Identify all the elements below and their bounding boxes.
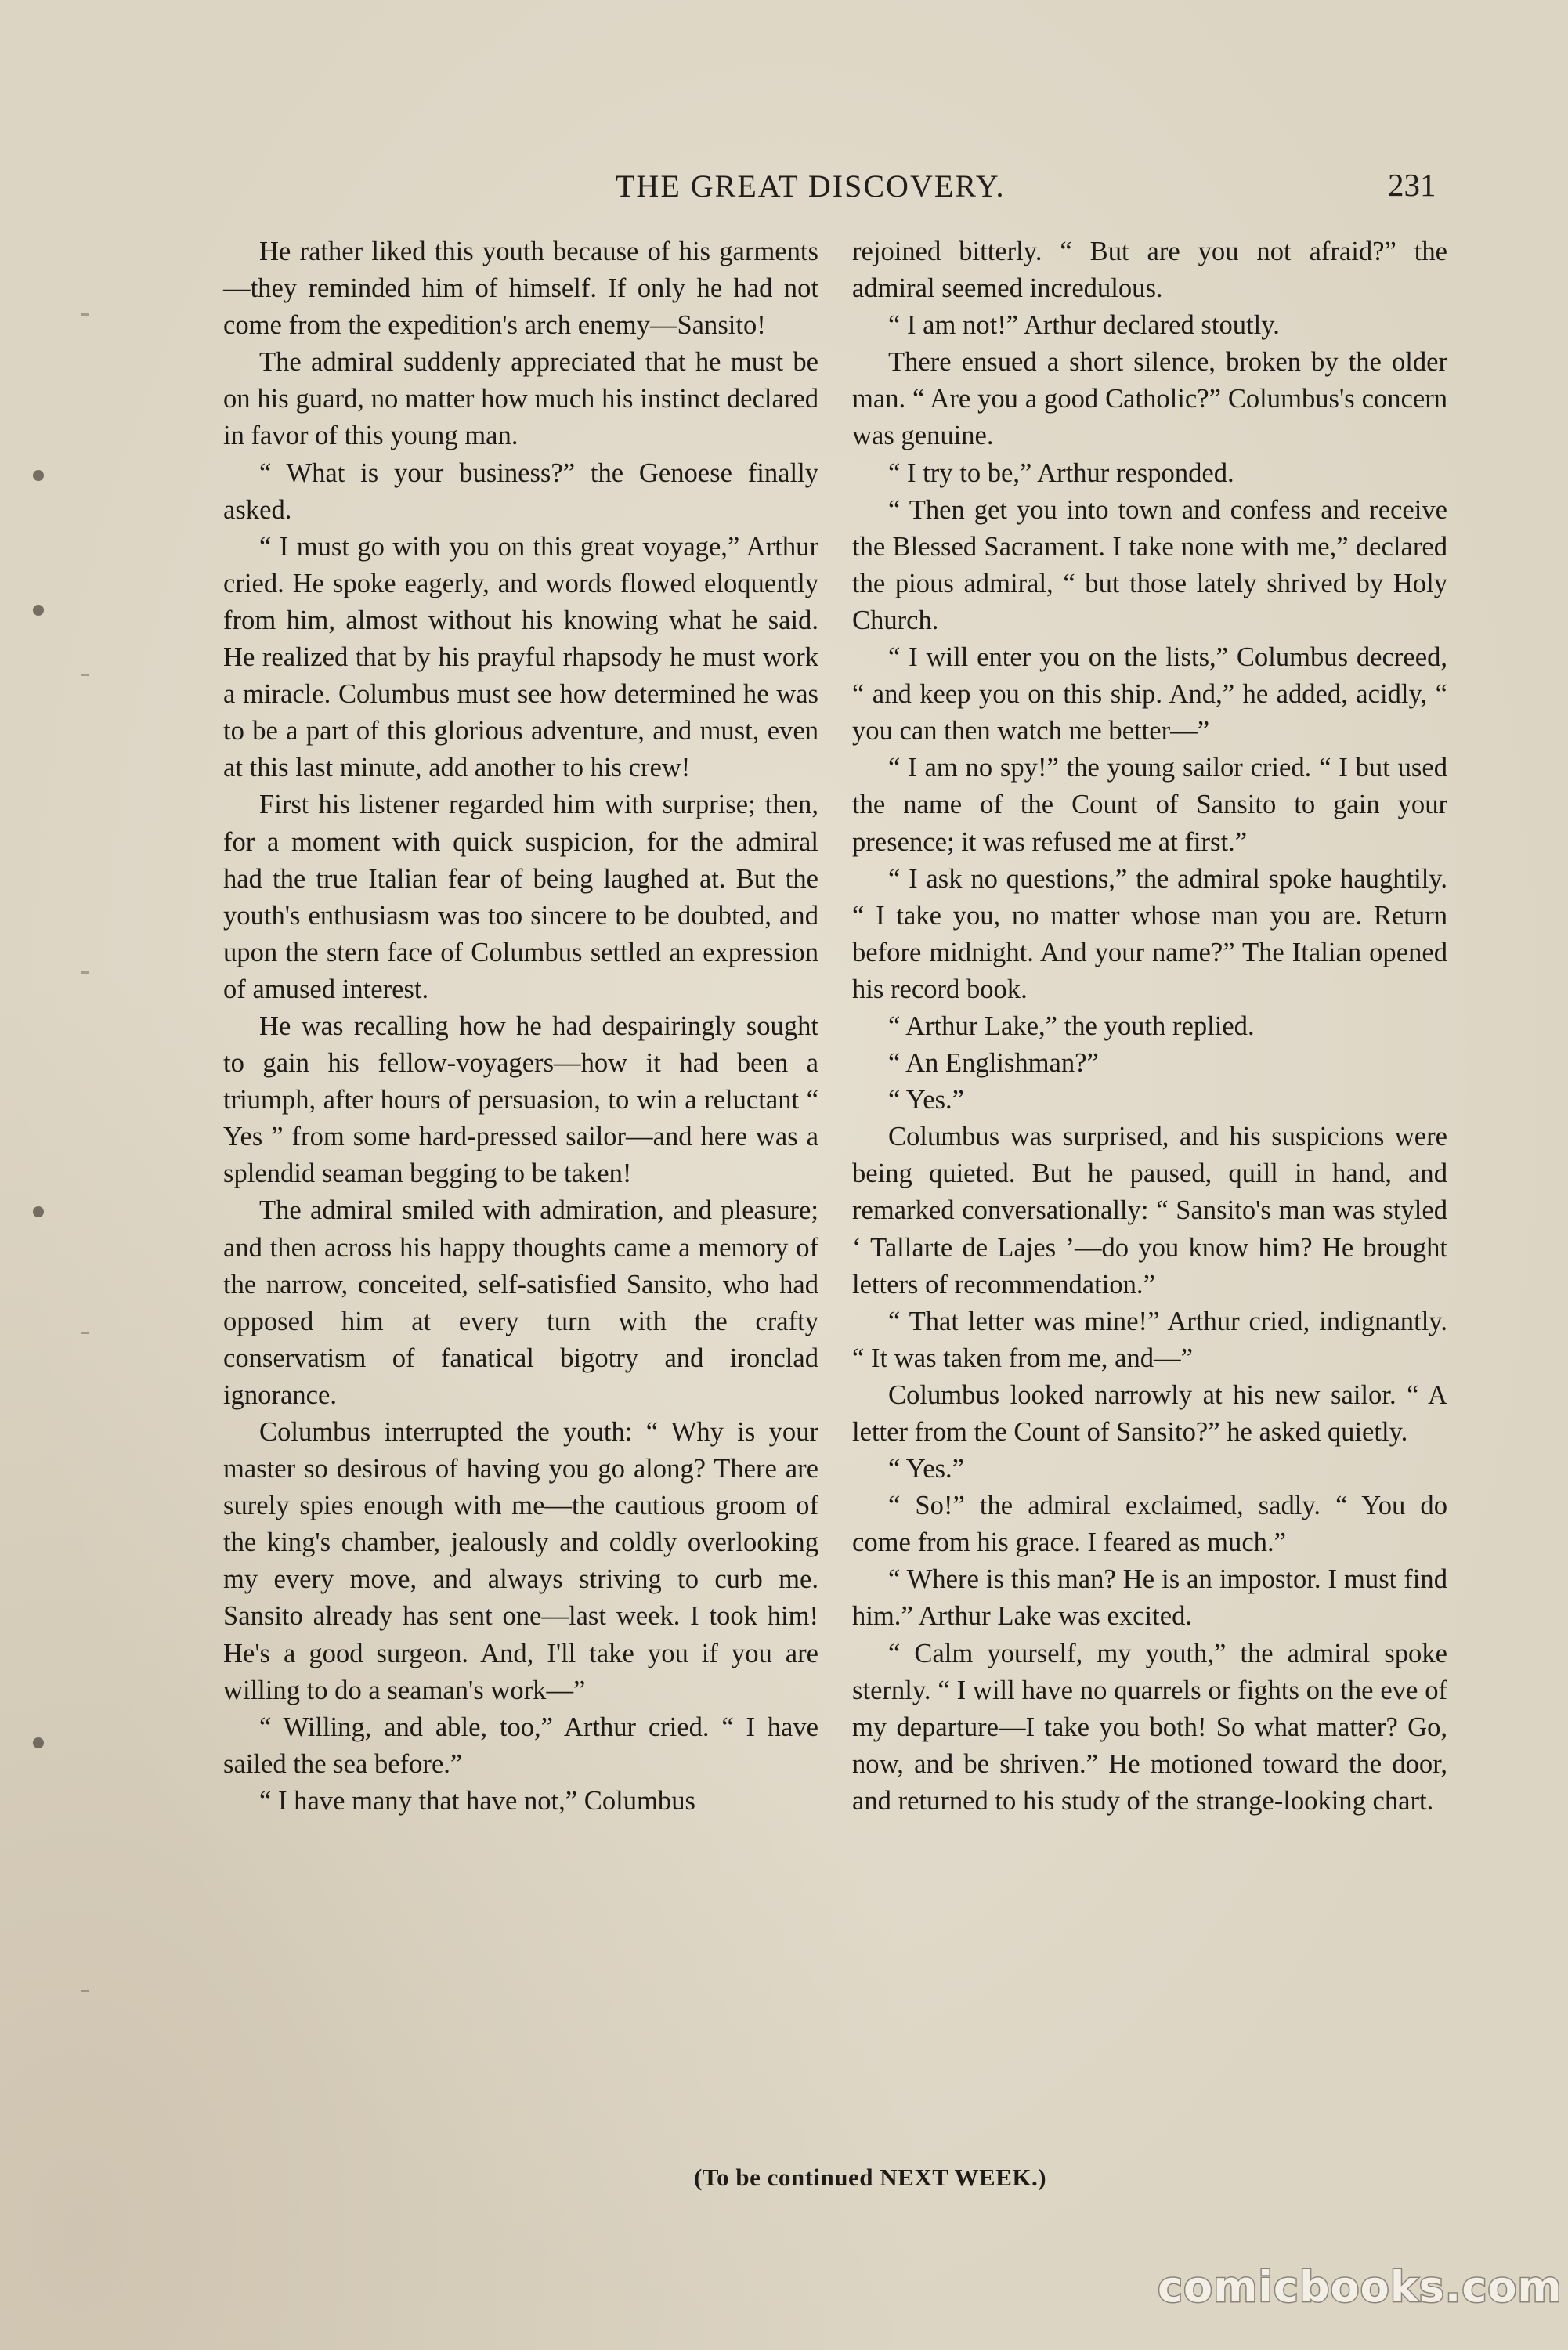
paragraph: “ I have many that have not,” Columbus — [259, 1785, 695, 1816]
paragraph: The admiral suddenly appreciated that he must be on his guard, no matter how much his instinct declared in favor of this young man. — [223, 347, 818, 451]
margin-tick — [81, 1332, 89, 1334]
running-title: THE GREAT DISCOVERY. — [616, 168, 1006, 204]
paragraph: The admiral smiled with admiration, and pleasure; and then across his happy thoughts came a memory of the narrow, conceited, self-satisfied Sansito, who had opposed him at every turn with the crafty conservatism of fanatical bigotry and ironclad ignorance. — [223, 1195, 818, 1410]
paragraph: “ Yes.” — [888, 1085, 965, 1115]
paragraph: “ So!” the admiral exclaimed, sadly. “ You do come from his grace. I feared as much.” — [852, 1491, 1447, 1558]
paragraph: Columbus looked narrowly at his new sailor. “ A letter from the Count of Sansito?” he asked quietly. — [852, 1379, 1447, 1447]
paragraph: “ Yes.” — [888, 1454, 965, 1484]
paragraph: “ I ask no questions,” the admiral spoke haughtily. “ I take you, no matter whose man you are. Return before midnight. And your name?” The Italian opened his record book. — [852, 863, 1447, 1004]
margin-speck — [33, 1737, 44, 1748]
continued-text: (To be continued NEXT WEEK.) — [693, 2164, 1047, 2191]
paragraph: “ Calm yourself, my youth,” the admiral spoke sternly. “ I will have no quarrels or fights on the eve of my departure—I take you both! So what matter? Go, now, and be shriven.” He motioned toward the door, and returned to his study of the strange-looking chart. — [852, 1638, 1447, 1816]
margin-tick — [81, 971, 89, 974]
margin-speck — [33, 1206, 44, 1217]
margin-tick — [81, 674, 89, 676]
paragraph: “ Then get you into town and confess and receive the Blessed Sacrament. I take none with me,” declared the pious admiral, “ but those lately shrived by Holy Church. — [852, 494, 1447, 635]
paragraph: Columbus was surprised, and his suspicions were being quieted. But he paused, quill in hand, and remarked conversationally: “ Sansito's man was styled ‘ Tallarte de Lajes ’—do you know him? He brought letters of recommendation.” — [852, 1122, 1447, 1300]
paragraph: “ Willing, and able, too,” Arthur cried. “ I have sailed the sea before.” — [223, 1712, 818, 1779]
page-number: 231 — [1388, 167, 1436, 203]
paragraph: “ I will enter you on the lists,” Columbus decreed, “ and keep you on this ship. And,” he added, acidly, “ you can then watch me better—” — [852, 642, 1447, 747]
paragraph: “ I am not!” Arthur declared stoutly. — [888, 310, 1280, 341]
paragraph: “ That letter was mine!” Arthur cried, indignantly. “ It was taken from me, and—” — [852, 1306, 1447, 1373]
paragraph: “ Where is this man? He is an impostor. I must find him.” Arthur Lake was excited. — [852, 1564, 1447, 1632]
margin-speck — [33, 470, 44, 481]
paragraph: “ I try to be,” Arthur responded. — [888, 457, 1234, 488]
margin-tick — [81, 313, 89, 316]
paragraph: Columbus interrupted the youth: “ Why is your master so desirous of having you go along? There are surely spies enough with me—the cautious groom of the king's chamber, jealously and coldly overlooking my every move, and always striving to curb me. Sansito already has sent one—last week. I took him! He's a good surgeon. And, I'll take you if you are willing to do a seaman's work—” — [223, 1417, 818, 1705]
paragraph: “ An Englishman?” — [888, 1048, 1099, 1079]
right-text-column — [852, 233, 1447, 1820]
paragraph: He was recalling how he had despairingly sought to gain his fellow-voyagers—how it had been a triumph, after hours of persuasion, to win a reluctant “ Yes ” from some hard-pressed sailor—and here was a splendid seaman begging to be taken! — [223, 1010, 818, 1189]
paragraph: rejoined bitterly. “ But are you not afraid?” the admiral seemed incredulous. — [852, 237, 1447, 304]
paragraph: “ Arthur Lake,” the youth replied. — [888, 1010, 1255, 1041]
paragraph: First his listener regarded him with surprise; then, for a moment with quick suspicion, for the admiral had the true Italian fear of being laughed at. But the youth's enthusiasm was too sincere to be doubted, and upon the stern face of Columbus settled an expression of amused interest. — [223, 790, 818, 1004]
paragraph: “ What is your business?” the Genoese finally asked. — [223, 457, 818, 525]
margin-tick — [81, 1990, 89, 1992]
continued-notice — [0, 2164, 1568, 2192]
paragraph: “ I am no spy!” the young sailor cried. “ I but used the name of the Count of Sansito to gain your presence; it was refused me at first.” — [852, 753, 1447, 857]
paragraph: “ I must go with you on this great voyage,” Arthur cried. He spoke eagerly, and words flowed eloquently from him, almost without his knowing what he said. He realized that by his prayful rhapsody he must work a miracle. Columbus must see how determined he was to be a part of this glorious adventure, and must, even at this last minute, add another to his crew! — [223, 531, 818, 783]
paragraph: He rather liked this youth because of his garments—they reminded him of himself. If only he had not come from the expedition's arch enemy—Sansito! — [223, 237, 818, 341]
left-text-column — [223, 233, 818, 1820]
paragraph: There ensued a short silence, broken by the older man. “ Are you a good Catholic?” Columbus's concern was genuine. — [852, 347, 1447, 451]
margin-speck — [33, 605, 44, 616]
watermark-logo: comicbooks.com — [1158, 2262, 1563, 2312]
page-header — [0, 168, 1568, 215]
